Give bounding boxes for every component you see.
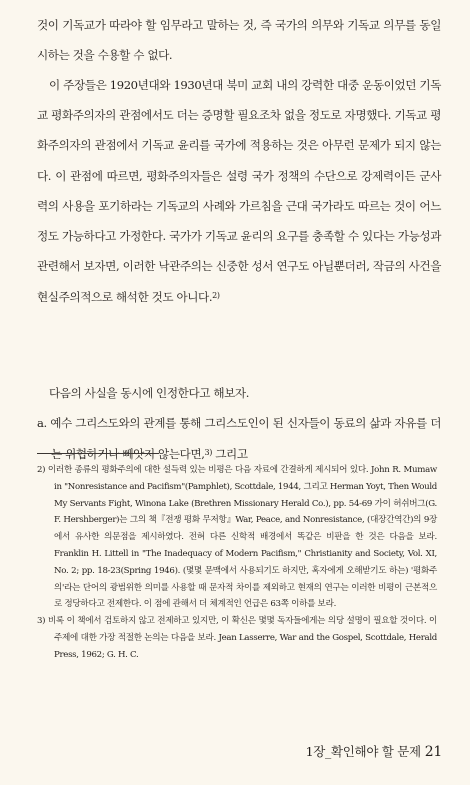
list-item-a (37, 408, 441, 469)
page-number: 21 (424, 744, 442, 760)
paragraph-list (37, 378, 441, 470)
paragraph-intro: 다음의 사실을 동시에 인정한다고 해보자. (49, 386, 250, 400)
list-item-tail: 그리고 (211, 447, 248, 462)
list-item-text: a. 예수 그리스도와의 관계를 통해 그리스도인이 된 신자들이 동료의 삶과 자유를 더는 위협하거나 빼앗지 않는다면, (37, 416, 441, 462)
footnote-3: 3) 비록 이 책에서 검토하지 않고 전제하고 있지만, 이 확신은 몇몇 독자들에게는 의당 설명이 필요할 것이다. 이 주제에 대한 가장 적절한 논의는 다음을 보라. Jean Lasserre, War and the Gospel, Scottdale, Herald Press, 1962; G. H. C. (37, 616, 437, 660)
footnote-marker: 2) (212, 291, 220, 301)
footnote-2: 2) 이러한 종류의 평화주의에 대한 설득력 있는 비평은 다음 자료에 간결하게 제시되어 있다. John R. Mumaw in "Nonresistance and Pacifism"(Pamphlet), Scottdale, 1944, 그리고 Herman Yoyt, Then Would My Servants Fight, Winona Lake (Brethren Missionary Herald Co.), pp. 54-69 가이 허쉬버그(G. F. Hershberger)는 그의 책『전쟁 평화 무저항』War, Peace, and Nonresistance, (대장간역간)의 9장에서 유사한 의문점을 제시하였다. 전혀 다른 신학적 배경에서 똑같은 비판을 한 것은 다음을 보라. Franklin H. Littell in "The Inadequacy of Modern Pacifism," Christianity and Society, Vol. XI, No. 2; pp. 18-23(Spring 1946). (몇몇 문맥에서 사용되기도 하지만, 혹자에게 오해받기도 하는) '평화주의'라는 단어의 광범위한 의미를 사용할 때 문자적 차이를 제외하고 현재의 연구는 이러한 비평이 근본적으로 정당하다고 전제한다. 이 점에 관해서 더 체계적인 언급은 63쪽 이하를 보라. (37, 465, 437, 610)
paragraph-text (37, 70, 441, 313)
footnote-marker: 3) (204, 448, 212, 458)
footnotes (37, 462, 437, 664)
paragraph-continued (37, 10, 441, 70)
paragraph-body: 이 주장들은 1920년대와 1930년대 북미 교회 내의 강력한 대중 운동이었던 기독교 평화주의자의 관점에서도 더는 증명할 필요조차 없을 정도로 자명했다. 기독교 평화주의자의 관점에서 기독교 윤리를 국가에 적용하는 것은 아무런 문제가 되지 않는다. 이 관점에 따르면, 평화주의자들은 설령 국가 정책의 수단으로 강제력이든 군사력의 사용을 포기하라는 기독교의 사례와 가르침을 근대 국가라도 따르는 것이 어느 정도 가능하다고 가정한다. 국가가 기독교 윤리의 요구를 충족할 수 있다는 가능성과 관련해서 보자면, 이러한 낙관주의는 신중한 성서 연구도 아닐뿐더러, 작금의 사건을 현실주의적으로 해석한 것도 아니다. (37, 78, 441, 305)
footnote-divider (37, 453, 159, 454)
paragraph-main (37, 70, 441, 313)
paragraph-text: 것이 기독교가 따라야 할 임무라고 말하는 것, 즉 국가의 의무와 기독교 의무를 동일시하는 것을 수용할 수 없다. (37, 18, 441, 63)
running-footer-chapter: 1장_확인해야 할 문제 (305, 744, 421, 759)
page-footer (306, 742, 442, 760)
